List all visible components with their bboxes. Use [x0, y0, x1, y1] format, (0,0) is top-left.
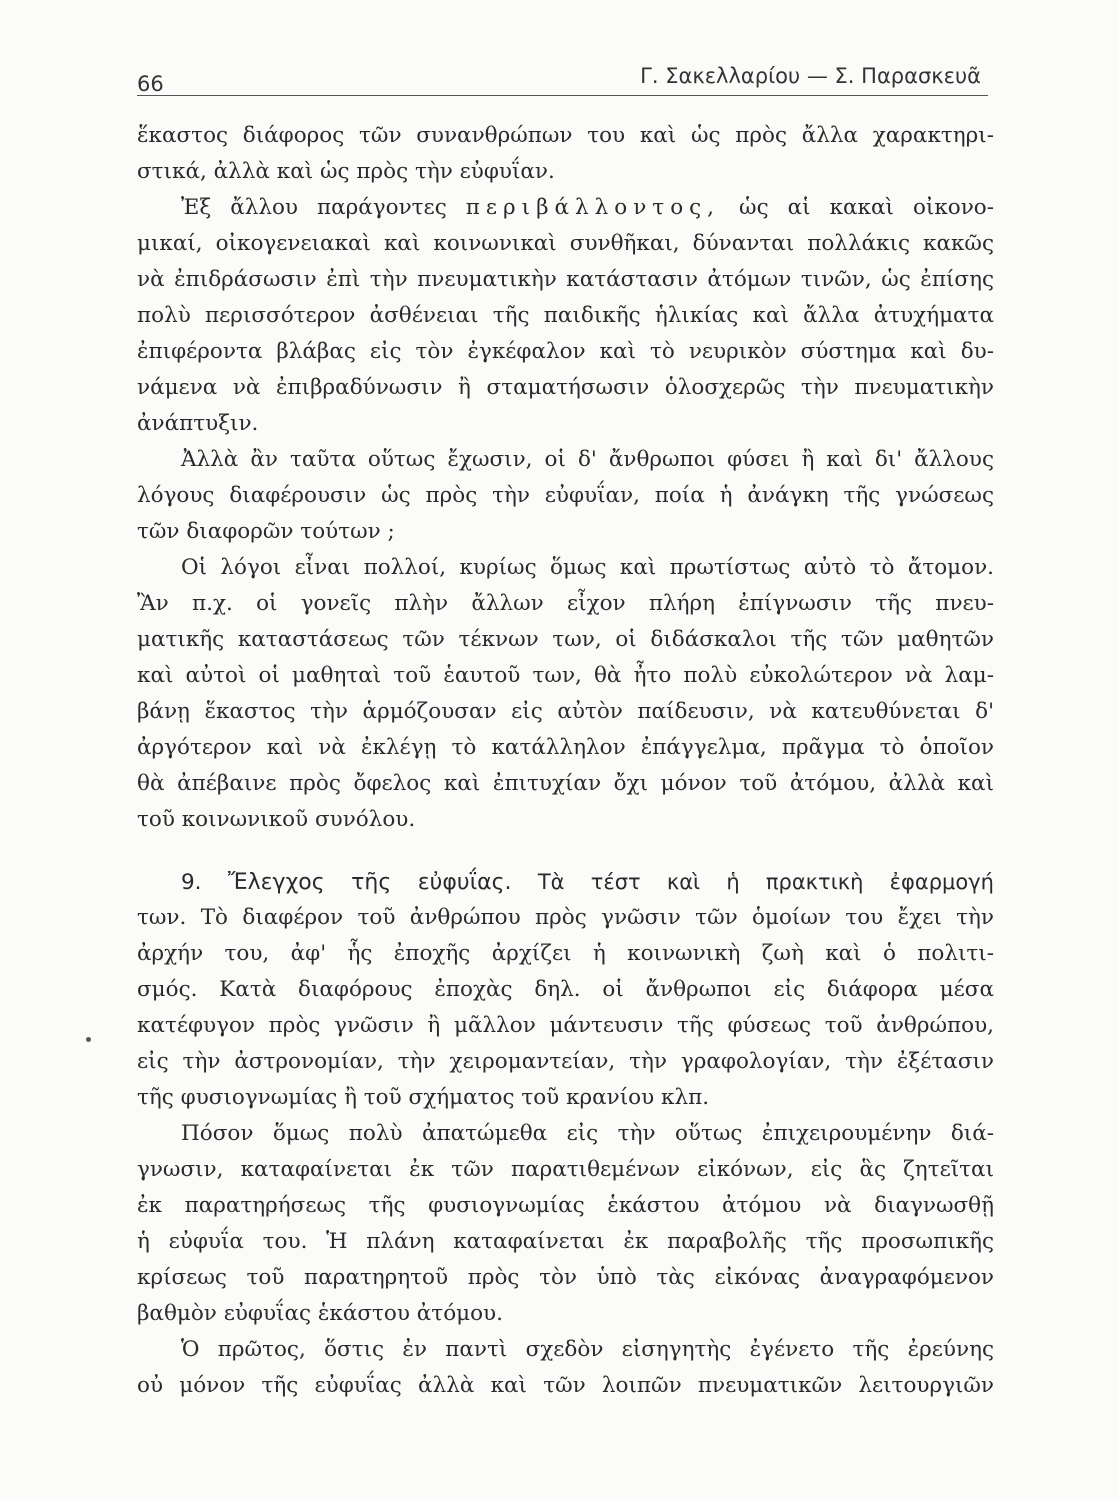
- text-line: λόγους διαφέρουσιν ὡς πρὸς τὴν εὐφυΐαν, ποία ἡ ἀνάγκη τῆς γνώσεως: [137, 483, 994, 508]
- text-line: βαθμὸν εὐφυΐας ἑκάστου ἀτόμου.: [137, 1301, 503, 1326]
- text-line: καὶ αὐτοὶ οἱ μαθηταὶ τοῦ ἑαυτοῦ των, θὰ ἦτο πολὺ εὐκολώτερον νὰ λαμ-: [137, 663, 994, 688]
- text-line: ἐκ παρατηρήσεως τῆς φυσιογνωμίας ἑκάστου ἀτόμου νὰ διαγνωσθῇ: [137, 1193, 994, 1218]
- text-line: πολὺ περισσότερον ἀσθένειαι τῆς παιδικῆς ἡλικίας καὶ ἄλλα ἀτυχήματα: [137, 303, 994, 328]
- text-line: Πόσον ὅμως πολὺ ἀπατώμεθα εἰς τὴν οὕτως ἐπιχειρουμένην διά-: [181, 1121, 994, 1146]
- text-line: ἐπιφέροντα βλάβας εἰς τὸν ἐγκέφαλον καὶ τὸ νευρικὸν σύστημα καὶ δυ-: [137, 339, 994, 364]
- text-line: Ἀλλὰ ἂν ταῦτα οὕτως ἔχωσιν, οἱ δ' ἄνθρωποι φύσει ἢ καὶ δι' ἄλλους: [181, 447, 994, 472]
- text-line: θὰ ἀπέβαινε πρὸς ὄφελος καὶ ἐπιτυχίαν ὄχι μόνον τοῦ ἀτόμου, ἀλλὰ καὶ: [137, 771, 994, 796]
- text-line: σμός. Κατὰ διαφόρους ἐποχὰς δηλ. οἱ ἄνθρωποι εἰς διάφορα μέσα: [137, 977, 994, 1002]
- text-line: Ἂν π.χ. οἱ γονεῖς πλὴν ἄλλων εἶχον πλήρη ἐπίγνωσιν τῆς πνευ-: [137, 591, 994, 616]
- text-line: κρίσεως τοῦ παρατηρητοῦ πρὸς τὸν ὑπὸ τὰς εἰκόνας ἀναγραφόμενον: [137, 1265, 994, 1290]
- text-line: τῆς φυσιογνωμίας ἢ τοῦ σχήματος τοῦ κρανίου κλπ.: [137, 1085, 710, 1110]
- text-span: ὡς αἱ κακαὶ οἰκονο-: [739, 195, 994, 220]
- text-line: οὐ μόνον τῆς εὐφυΐας ἀλλὰ καὶ τῶν λοιπῶν πνευματικῶν λειτουργιῶν: [137, 1373, 994, 1398]
- text-line: ἀργότερον καὶ νὰ ἐκλέγῃ τὸ κατάλληλον ἐπάγγελμα, πρᾶγμα τὸ ὁποῖον: [137, 735, 994, 760]
- margin-dot: [86, 1037, 91, 1042]
- text-line: ἡ εὐφυΐα του. Ἡ πλάνη καταφαίνεται ἐκ παραβολῆς τῆς προσωπικῆς: [137, 1229, 994, 1254]
- text-line: κατέφυγον πρὸς γνῶσιν ἢ μᾶλλον μάντευσιν τῆς φύσεως τοῦ ἀνθρώπου,: [137, 1013, 994, 1038]
- text-line: Ὁ πρῶτος, ὅστις ἐν παντὶ σχεδὸν εἰσηγητὴς ἐγένετο τῆς ἐρεύνης: [181, 1337, 994, 1362]
- text-line: τοῦ κοινωνικοῦ συνόλου.: [137, 807, 416, 832]
- section-number: 9.: [181, 870, 202, 895]
- text-line: ματικῆς καταστάσεως τῶν τέκνων των, οἱ διδάσκαλοι τῆς τῶν μαθητῶν: [137, 627, 994, 652]
- text-line: στικά, ἀλλὰ καὶ ὡς πρὸς τὴν εὐφυΐαν.: [137, 159, 555, 184]
- text-line: βάνῃ ἕκαστος τὴν ἁρμόζουσαν εἰς αὐτὸν παίδευσιν, νὰ κατευθύνεται δ': [137, 699, 994, 724]
- text-line: ἀνάπτυξιν.: [137, 411, 259, 436]
- running-head: Γ. Σακελλαρίου — Σ. Παρασκευᾶ: [640, 64, 981, 88]
- paragraph-start-line: [137, 190, 994, 226]
- text-span: Ἐξ ἄλλου παράγοντες: [181, 195, 447, 220]
- text-line: ἕκαστος διάφορος τῶν συνανθρώπων του καὶ ὡς πρὸς ἄλλα χαρακτηρι-: [137, 123, 994, 148]
- text-line: νάμενα νὰ ἐπιβραδύνωσιν ἢ σταματήσωσιν ὁλοσχερῶς τὴν πνευματικὴν: [137, 375, 994, 400]
- text-line: μικαί, οἰκογενειακαὶ καὶ κοινωνικαὶ συνθῆκαι, δύνανται πολλάκις κακῶς: [137, 231, 994, 256]
- text-line: τῶν διαφορῶν τούτων ;: [137, 519, 395, 544]
- text-line: εἰς τὴν ἀστρονομίαν, τὴν χειρομαντείαν, τὴν γραφολογίαν, τὴν ἐξέτασιν: [137, 1049, 994, 1074]
- section-title: Ἔλεγχος τῆς εὐφυΐας.: [227, 870, 512, 895]
- page-number: 66: [137, 72, 164, 96]
- text-line: Οἱ λόγοι εἶναι πολλοί, κυρίως ὅμως καὶ πρωτίστως αὐτὸ τὸ ἄτομον.: [181, 555, 994, 580]
- text-line: γνωσιν, καταφαίνεται ἐκ τῶν παρατιθεμένων εἰκόνων, εἰς ἃς ζητεῖται: [137, 1157, 994, 1182]
- section-heading: [137, 864, 994, 900]
- section-subtitle: Τὰ τέστ καὶ ἡ πρακτικὴ ἐφαρμογή: [537, 870, 994, 894]
- emphasized-word: περιβάλλοντος,: [465, 195, 721, 220]
- text-line: ἀρχήν του, ἀφ' ἧς ἐποχῆς ἀρχίζει ἡ κοινωνικὴ ζωὴ καὶ ὁ πολιτι-: [137, 941, 994, 966]
- text-line: νὰ ἐπιδράσωσιν ἐπὶ τὴν πνευματικὴν κατάστασιν ἀτόμων τινῶν, ὡς ἐπίσης: [137, 267, 994, 292]
- text-line: των. Τὸ διαφέρον τοῦ ἀνθρώπου πρὸς γνῶσιν τῶν ὁμοίων του ἔχει τὴν: [137, 905, 994, 930]
- header-rule: [137, 95, 988, 96]
